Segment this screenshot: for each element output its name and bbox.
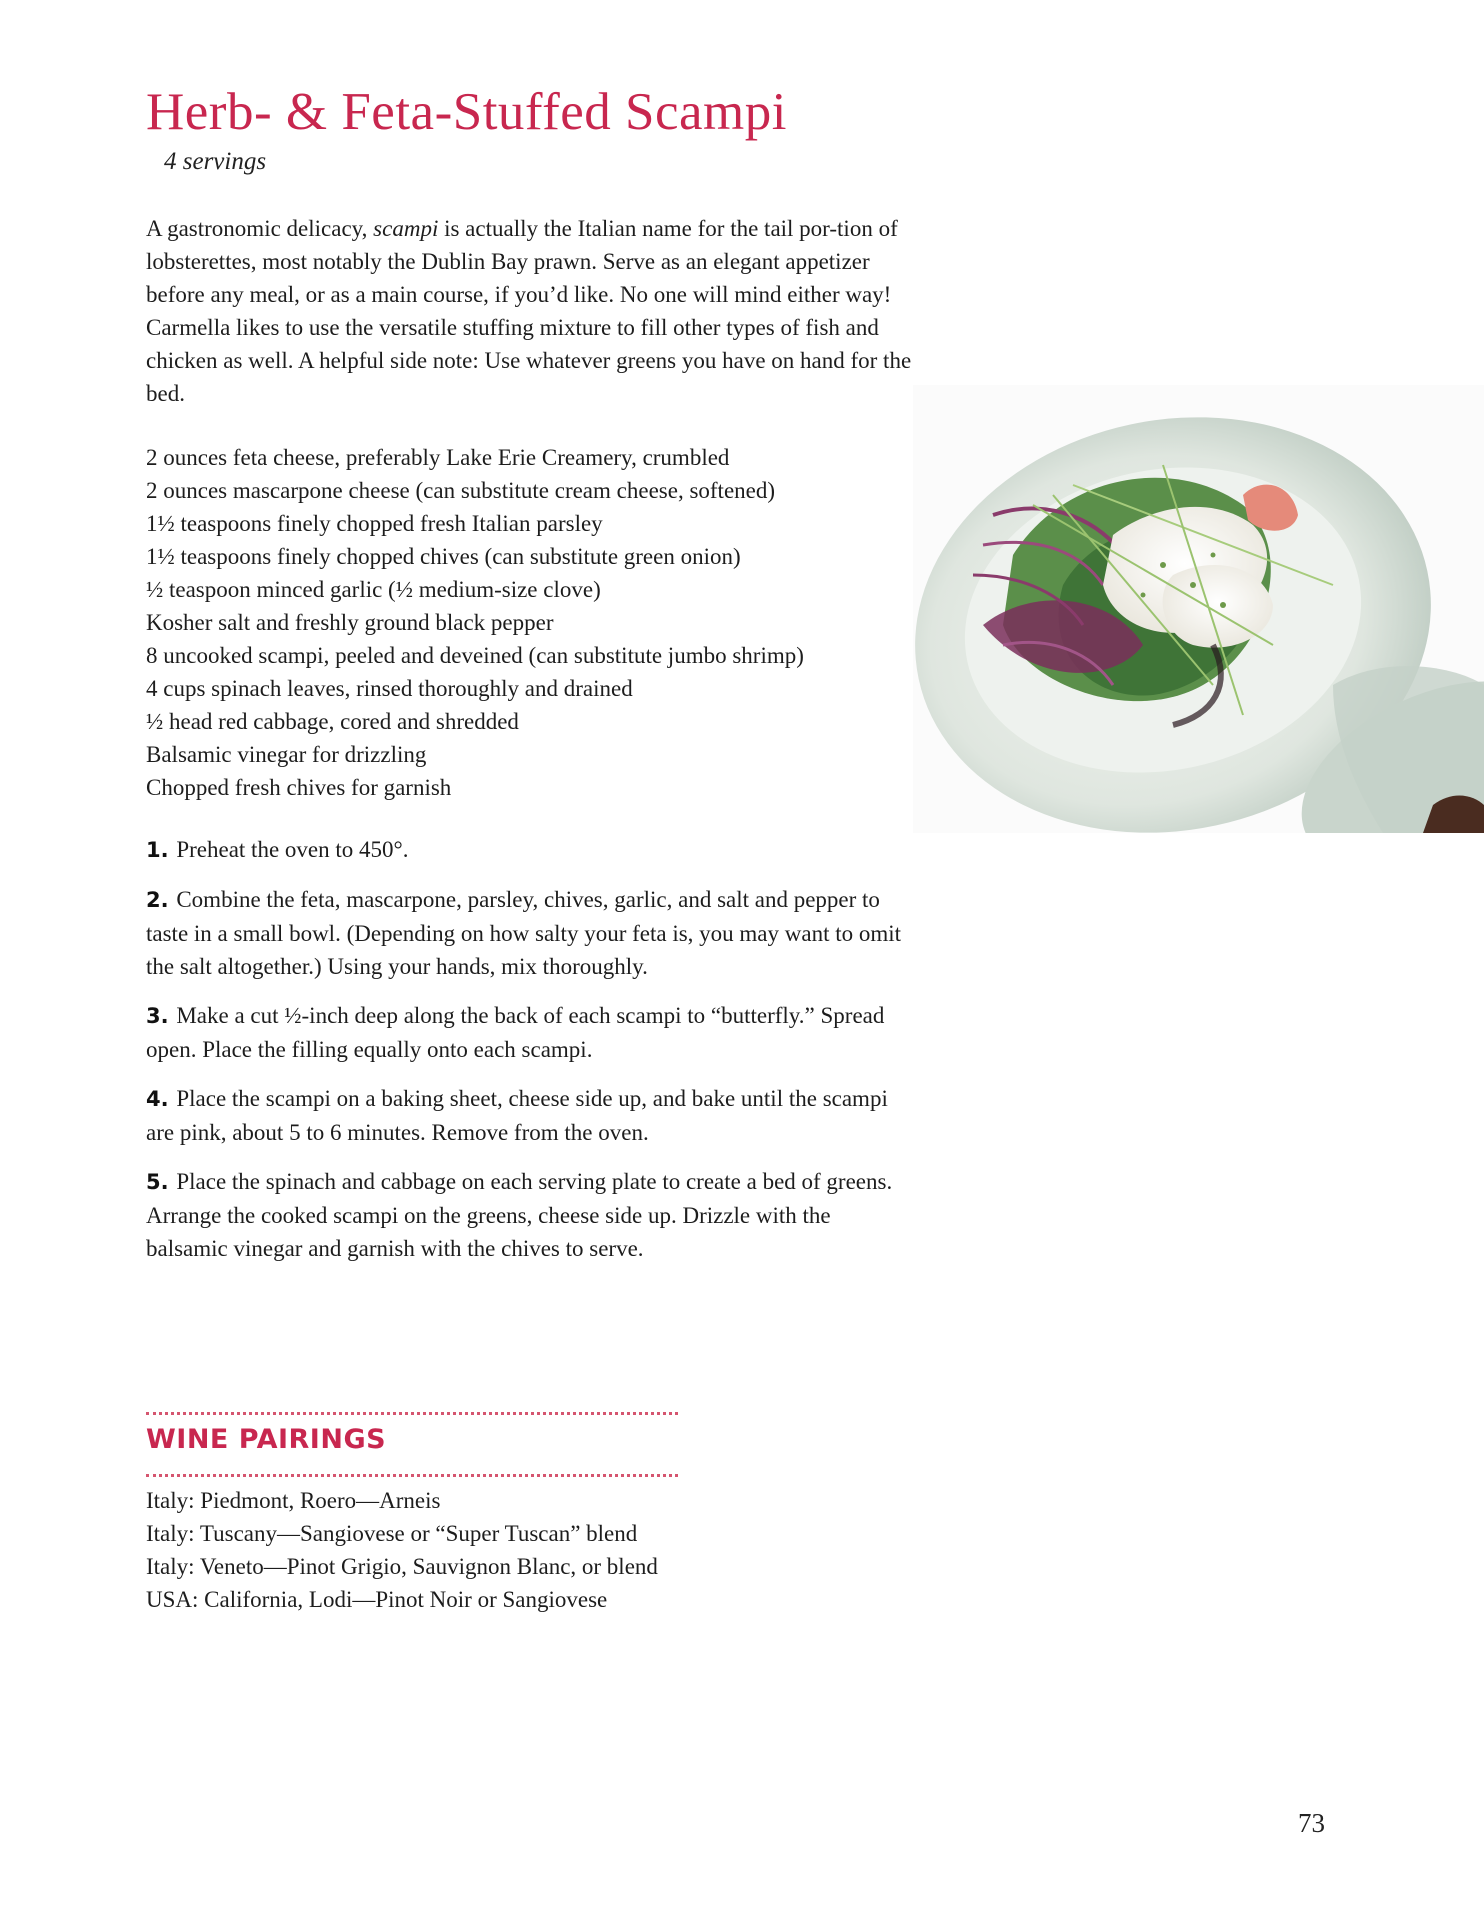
- step-1: [146, 833, 916, 867]
- intro-italic-term: scampi: [373, 216, 439, 241]
- step-text: Preheat the oven to 450°.: [176, 837, 409, 862]
- ingredient-item: Kosher salt and freshly ground black pepper: [146, 610, 554, 635]
- step-text: Place the scampi on a baking sheet, cheese side up, and bake until the scampi are pink, about 5 to 6 minutes. Remove from the oven.: [146, 1086, 888, 1145]
- intro-paragraph: [146, 212, 916, 410]
- intro-text-start: A gastronomic delicacy,: [146, 216, 374, 241]
- dotted-divider-bottom: [146, 1474, 678, 1477]
- step-number: 4.: [146, 1087, 169, 1111]
- ingredient-item: ½ head red cabbage, cored and shredded: [146, 709, 519, 734]
- ingredient-item: ½ teaspoon minced garlic (½ medium-size clove): [146, 577, 601, 602]
- step-text: Make a cut ½-inch deep along the back of each scampi to “butterfly.” Spread open. Place the filling equally onto each scampi.: [146, 1003, 885, 1062]
- wine-pairing-item: Italy: Veneto—Pinot Grigio, Sauvignon Blanc, or blend: [146, 1554, 658, 1579]
- wine-pairings-heading: WINE PAIRINGS: [146, 1424, 387, 1455]
- step-number: 1.: [146, 838, 169, 862]
- wine-pairing-item: USA: California, Lodi—Pinot Noir or Sangiovese: [146, 1587, 608, 1612]
- ingredient-item: 1½ teaspoons finely chopped fresh Italian parsley: [146, 511, 603, 536]
- recipe-title: Herb- & Feta-Stuffed Scampi: [146, 83, 788, 141]
- ingredient-item: Balsamic vinegar for drizzling: [146, 742, 427, 767]
- servings: 4 servings: [164, 148, 267, 175]
- ingredient-item: 2 ounces feta cheese, preferably Lake Erie Creamery, crumbled: [146, 445, 730, 470]
- step-5: [146, 1165, 916, 1265]
- ingredient-item: 2 ounces mascarpone cheese (can substitute cream cheese, softened): [146, 478, 776, 503]
- step-text: Combine the feta, mascarpone, parsley, chives, garlic, and salt and pepper to taste in a small bowl. (Depending on how salty your feta is, you may want to omit the salt altogether.) Using your hands, mix thoroughly.: [146, 887, 902, 979]
- ingredient-item: Chopped fresh chives for garnish: [146, 775, 452, 800]
- steps-section: [146, 833, 916, 1281]
- wine-pairings-list: [146, 1484, 658, 1616]
- wine-pairing-item: Italy: Tuscany—Sangiovese or “Super Tuscan” blend: [146, 1521, 638, 1546]
- dish-photo: [913, 385, 1484, 833]
- step-2: [146, 883, 916, 983]
- step-text: Place the spinach and cabbage on each serving plate to create a bed of greens. Arrange the cooked scampi on the greens, cheese side up. Drizzle with the balsamic vinegar and garnish with the chives to serve.: [146, 1169, 893, 1261]
- ingredient-item: 8 uncooked scampi, peeled and deveined (can substitute jumbo shrimp): [146, 643, 804, 668]
- step-number: 3.: [146, 1004, 169, 1028]
- step-number: 5.: [146, 1170, 169, 1194]
- page-number: 73: [1298, 1808, 1325, 1838]
- ingredient-item: 1½ teaspoons finely chopped chives (can substitute green onion): [146, 544, 741, 569]
- step-4: [146, 1082, 916, 1149]
- step-3: [146, 999, 916, 1066]
- intro-text-rest: is actually the Italian name for the tail por-tion of lobsterettes, most notably the Dublin Bay prawn. Serve as an elegant appetizer before any meal, or as a main course, if you’d like. No one will mind either way! Carmella likes to use the versatile stuffing mixture to fill other types of fish and chicken as well. A helpful side note: Use whatever greens you have on hand for the bed.: [146, 216, 912, 406]
- ingredient-item: 4 cups spinach leaves, rinsed thoroughly and drained: [146, 676, 633, 701]
- ingredient-list: [146, 441, 916, 804]
- step-number: 2.: [146, 888, 169, 912]
- dotted-divider-top: [146, 1412, 678, 1415]
- wine-pairing-item: Italy: Piedmont, Roero—Arneis: [146, 1488, 441, 1513]
